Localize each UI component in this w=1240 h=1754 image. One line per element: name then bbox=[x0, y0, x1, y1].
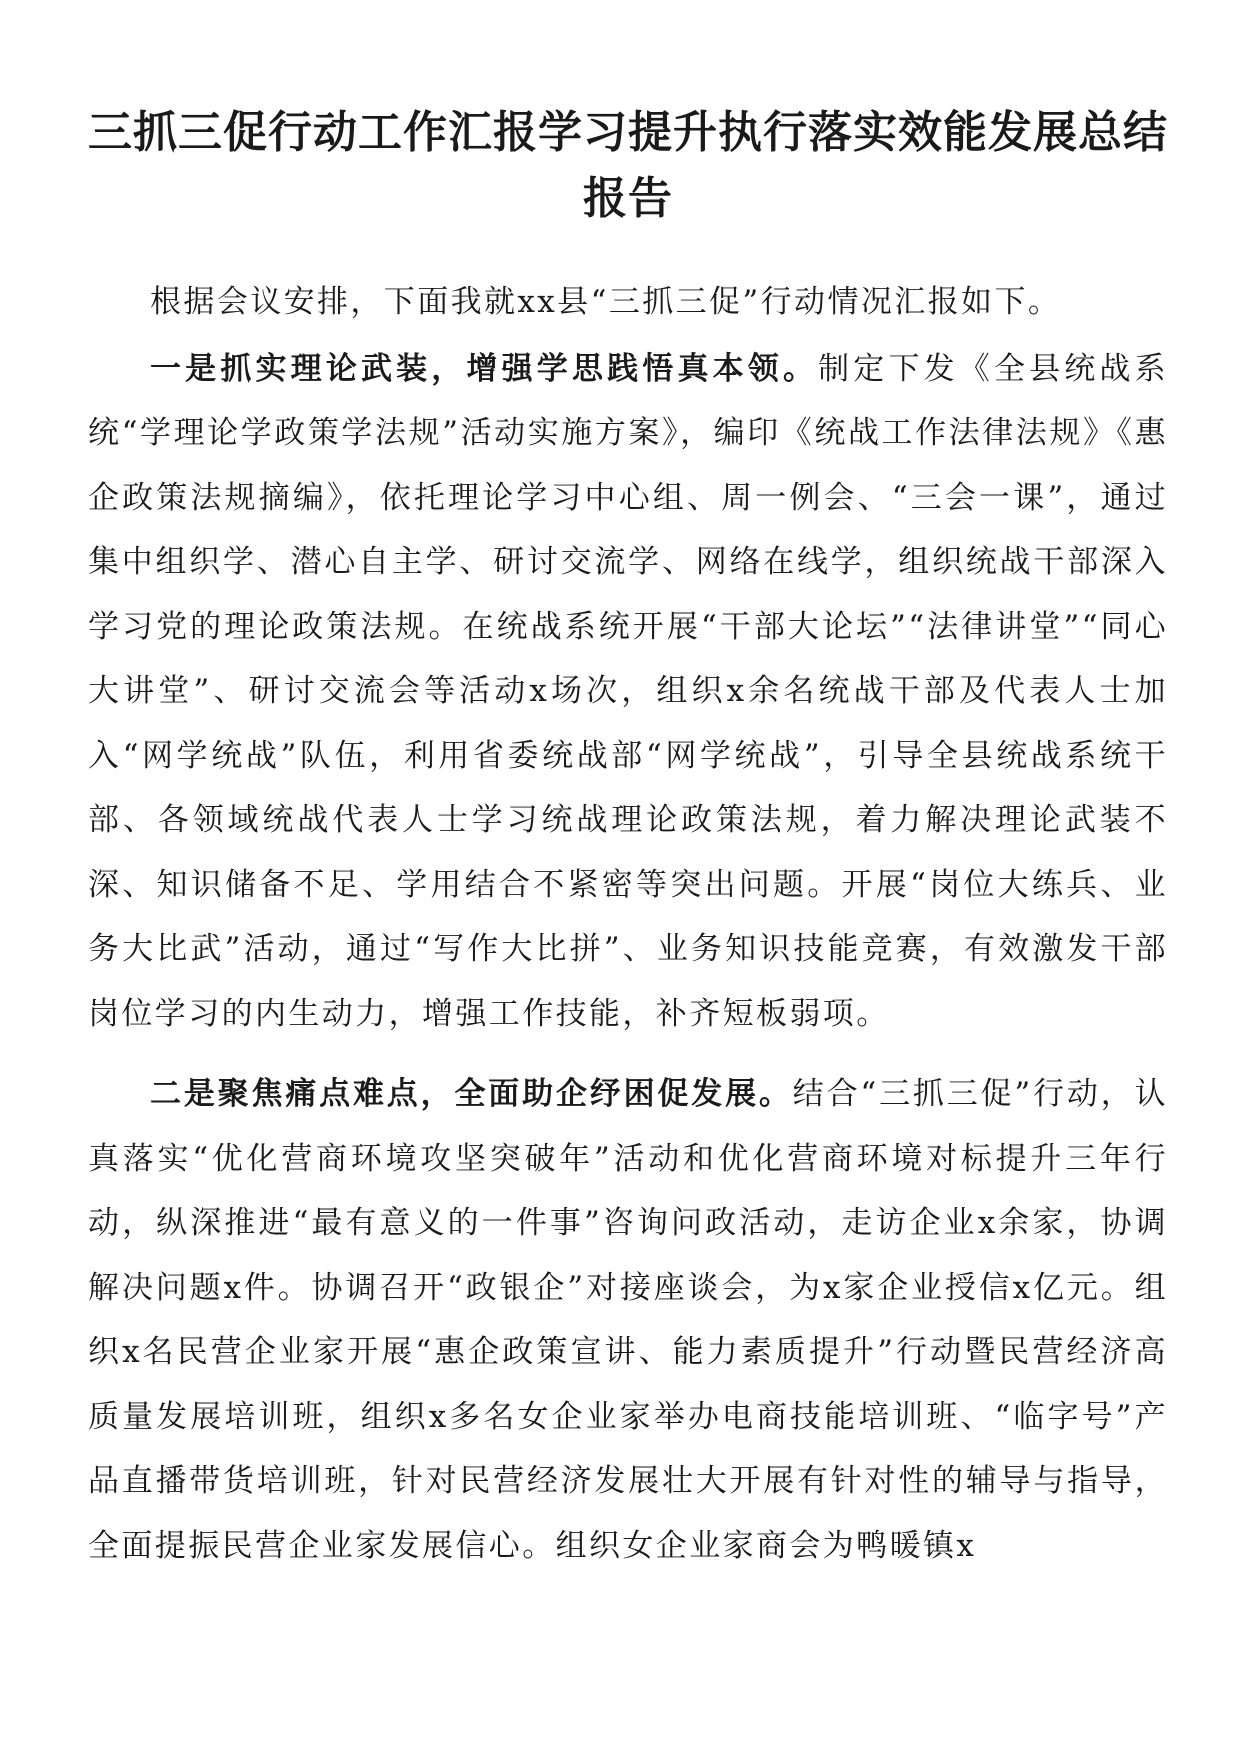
section-two-lead: 二是聚焦痛点难点，全面助企纾困促发展。 bbox=[150, 1076, 793, 1112]
intro-paragraph: 根据会议安排，下面我就xx县“三抓三促”行动情况汇报如下。 bbox=[150, 284, 1062, 320]
section-one-paragraph bbox=[88, 337, 1168, 1047]
section-one-body: 制定下发《全县统战系统“学理论学政策学法规”活动实施方案》，编印《统战工作法律法规》《惠企政策法规摘编》，依托理论学习中心组、周一例会、“三会一课”，通过集中组织学、潜心自主学、研讨交流学、网络在线学，组织统战干部深入学习党的理论政策法规。在统战系统开展“干部大论坛”“法律讲堂”“同心大讲堂”、研讨交流会等活动x场次，组织x余名统战干部及代表人士加入“网学统战”队伍，利用省委统战部“网学统战”，引导全县统战系统干部、各领域统战代表人士学习统战理论政策法规，着力解决理论武装不深、知识储备不足、学用结合不紧密等突出问题。开展“岗位大练兵、业务大比武”活动，通过“写作大比拼”、业务知识技能竞赛，有效激发干部岗位学习的内生动力，增强工作技能，补齐短板弱项。 bbox=[88, 350, 1168, 1032]
document-title: 三抓三促行动工作汇报学习提升执行落实效能发展总结报告 bbox=[88, 107, 1168, 224]
section-two-body: 结合“三抓三促”行动，认真落实“优化营商环境攻坚突破年”活动和优化营商环境对标提升三年行动，纵深推进“最有意义的一件事”咨询问政活动，走访企业x余家，协调解决问题x件。协调召开“政银企”对接座谈会，为x家企业授信x亿元。组织x名民营企业家开展“惠企政策宣讲、能力素质提升”行动暨民营经济高质量发展培训班，组织x多名女企业家举办电商技能培训班、“临字号”产品直播带货培训班，针对民营经济发展壮大开展有针对性的辅导与指导，全面提振民营企业家发展信心。组织女企业家商会为鸭暖镇x bbox=[88, 1076, 1168, 1564]
section-two-paragraph bbox=[88, 1062, 1168, 1578]
section-one-lead: 一是抓实理论武装，增强学思践悟真本领。 bbox=[150, 350, 819, 387]
